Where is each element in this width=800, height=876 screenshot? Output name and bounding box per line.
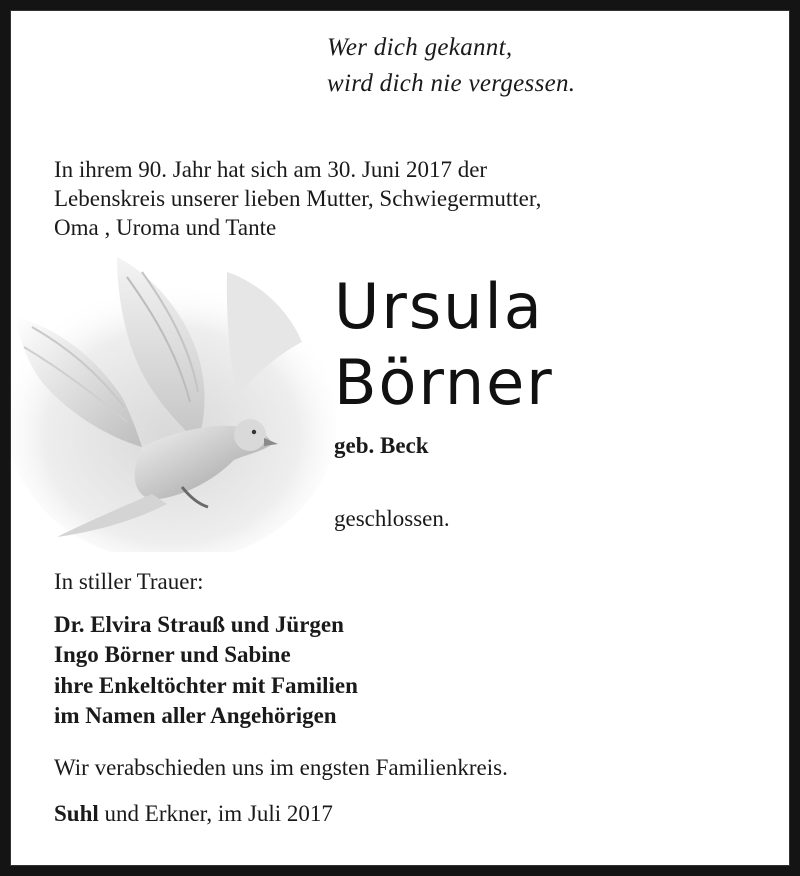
mourner-line: im Namen aller Angehörigen [54,703,337,728]
intro-line-3: Oma , Uroma und Tante [54,215,277,240]
dove-icon [12,232,342,552]
motto-line-2: wird dich nie vergessen. [327,70,576,97]
farewell-note: Wir verabschieden uns im engsten Familienkreis. [54,755,508,780]
deceased-first-name: Ursula [334,270,544,343]
place-date [54,801,333,827]
birth-name: geb. Beck [334,433,429,458]
mourner-line: Ingo Börner und Sabine [54,642,291,667]
city-name: Suhl [54,801,99,826]
motto-line-1: Wer dich gekannt, [327,34,513,61]
closing-word: geschlossen. [334,506,450,531]
intro-line-2: Lebenskreis unserer lieben Mutter, Schwiegermutter, [54,186,542,211]
intro-line-1: In ihrem 90. Jahr hat sich am 30. Juni 2017 der [54,157,488,182]
mourners-heading: In stiller Trauer: [54,569,204,594]
place-date-rest: und Erkner, im Juli 2017 [98,801,333,826]
deceased-last-name: Börner [334,346,554,419]
mourner-line: ihre Enkeltöchter mit Familien [54,673,358,698]
mourner-line: Dr. Elvira Strauß und Jürgen [54,612,344,637]
